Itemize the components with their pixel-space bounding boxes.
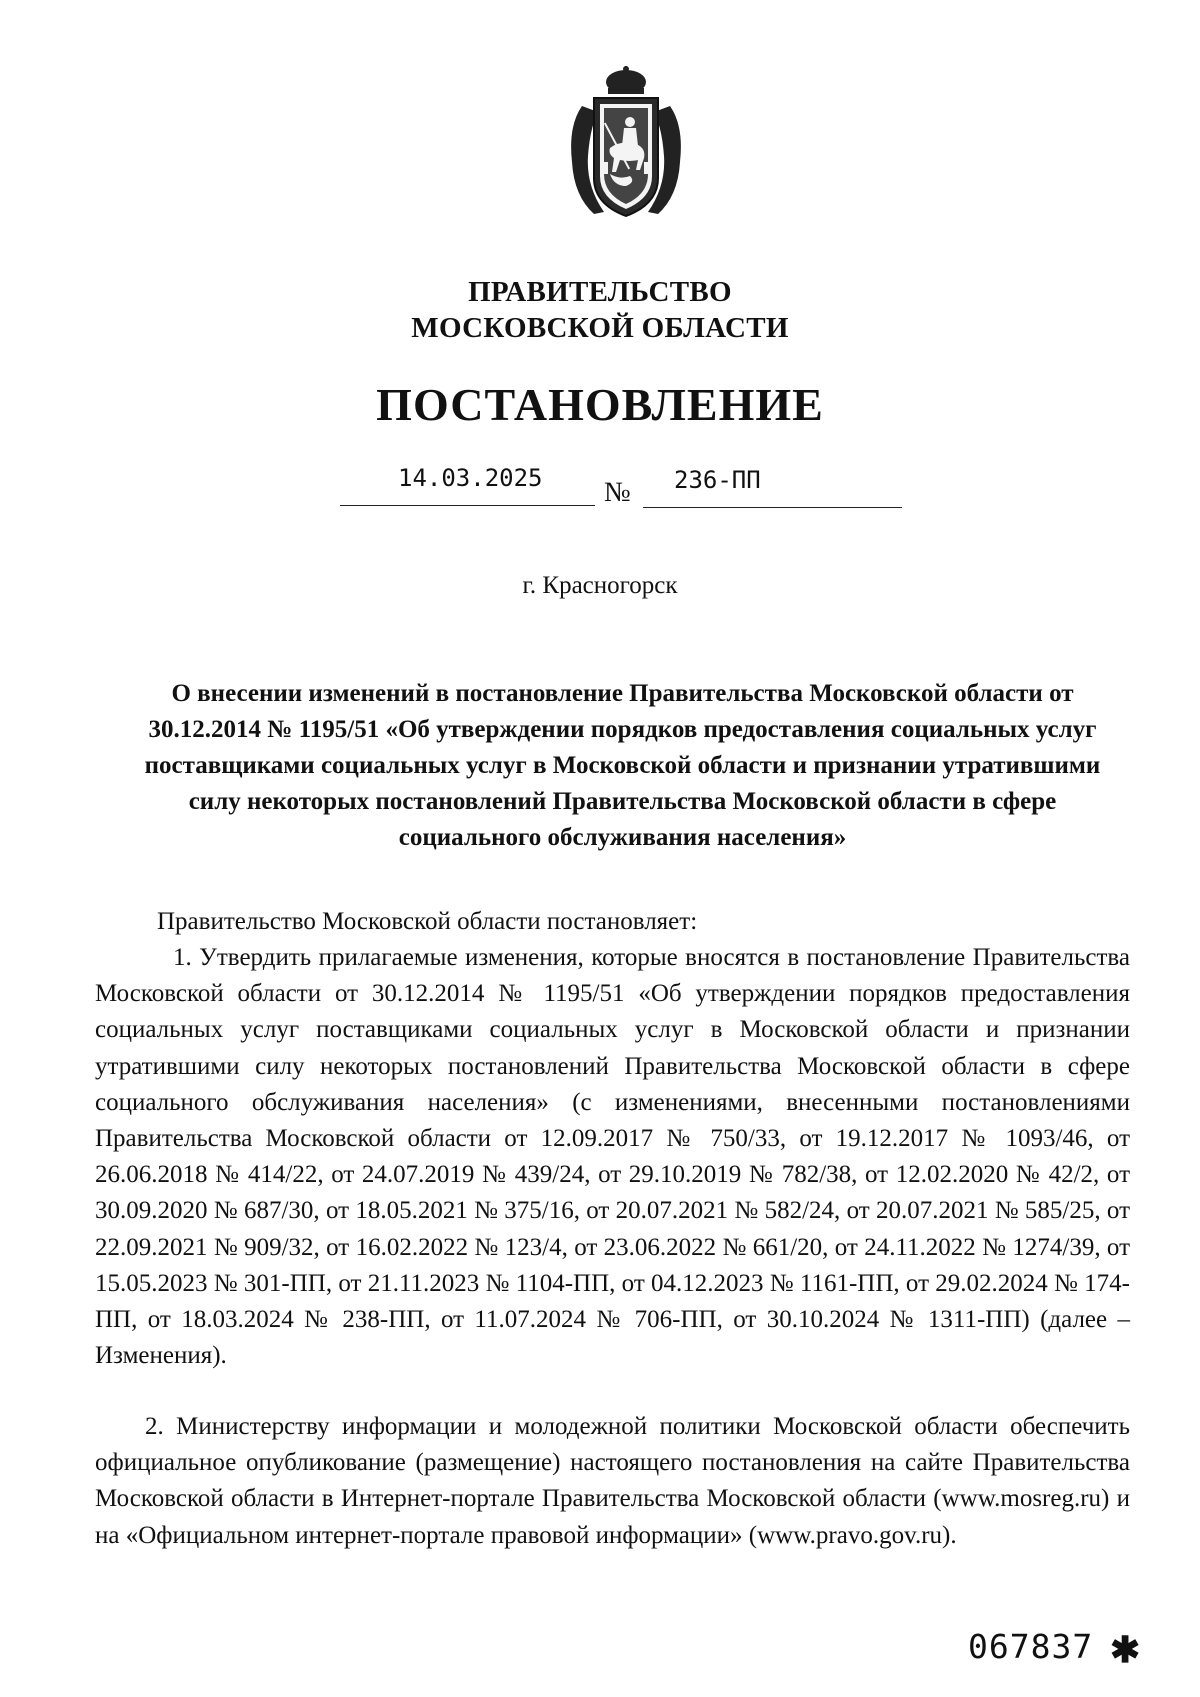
coat-of-arms-emblem [564,66,688,224]
document-title: ПОСТАНОВЛЕНИЕ [376,379,824,430]
number-underline [643,507,902,508]
paragraph-2: 2. Министерству информации и молодежной политики Московской области обеспечить официальное опубликование (размещение) настоящего постановления на сайте Правительства Московской области в Интернет-портале Правительства Московской области (www.mosreg.ru) и на «Официальном интернет-портале правовой информации» (www.pravo.gov.ru). [95,1413,1130,1549]
paragraph-1: 1. Утвердить прилагаемые изменения, которые вносятся в постановление Правительства Московской области от 30.12.2014 № 1195/51 «Об утверждении порядков предоставления социальных услуг поставщиками социальных услуг в Московской области и признании утратившими силу некоторых постановлений Правительства Московской области в сфере социального обслуживания населения» (с изменениями, внесенными постановлениями Правительства Московской области от 12.09.2017 № 750/33, от 19.12.2017 № 1093/46, от 26.06.2018 № 414/22, от 24.07.2019 № 439/24, от 29.10.2019 № 782/38, от 12.02.2020 № 42/2, от 30.09.2020 № 687/30, от 18.05.2021 № 375/16, от 20.07.2021 № 582/24, от 20.07.2021 № 585/25, от 22.09.2021 № 909/32, от 16.02.2022 № 123/4, от 23.06.2022 № 661/20, от 24.11.2022 № 1274/39, от 15.05.2023 № 301-ПП, от 21.11.2023 № 1104-ПП, от 04.12.2023 № 1161-ПП, от 29.02.2024 № 174-ПП, от 18.03.2024 № 238-ПП, от 11.07.2024 № 706-ПП, от 30.10.2024 № 1311-ПП) (далее – Изменения). [95,944,1130,1370]
crown-icon [606,66,646,94]
issuer-name-line1: ПРАВИТЕЛЬСТВО [468,276,732,308]
document-subject: О внесении изменений в постановление Правительства Московской области от 30.12.2014 № 1195/51 «Об утверждении порядков предоставления социальных услуг поставщиками социальных услуг в Московской области и признании утратившими силу некоторых постановлений Правительства Московской области в сфере социального обслуживания населения» [144,680,1101,851]
registration-number: 236-ПП [674,466,761,494]
serial-number: 067837 [968,1627,1094,1666]
issuer-name-line2: МОСКОВСКОЙ ОБЛАСТИ [411,312,789,344]
asterisk-icon: ✱ [1110,1630,1141,1670]
date-underline [340,505,595,506]
resolution-intro: Правительство Московской области постановляет: [157,908,698,935]
registration-date: 14.03.2025 [398,464,543,492]
issue-city: г. Красногорск [522,572,678,599]
number-sign: № [604,477,631,508]
